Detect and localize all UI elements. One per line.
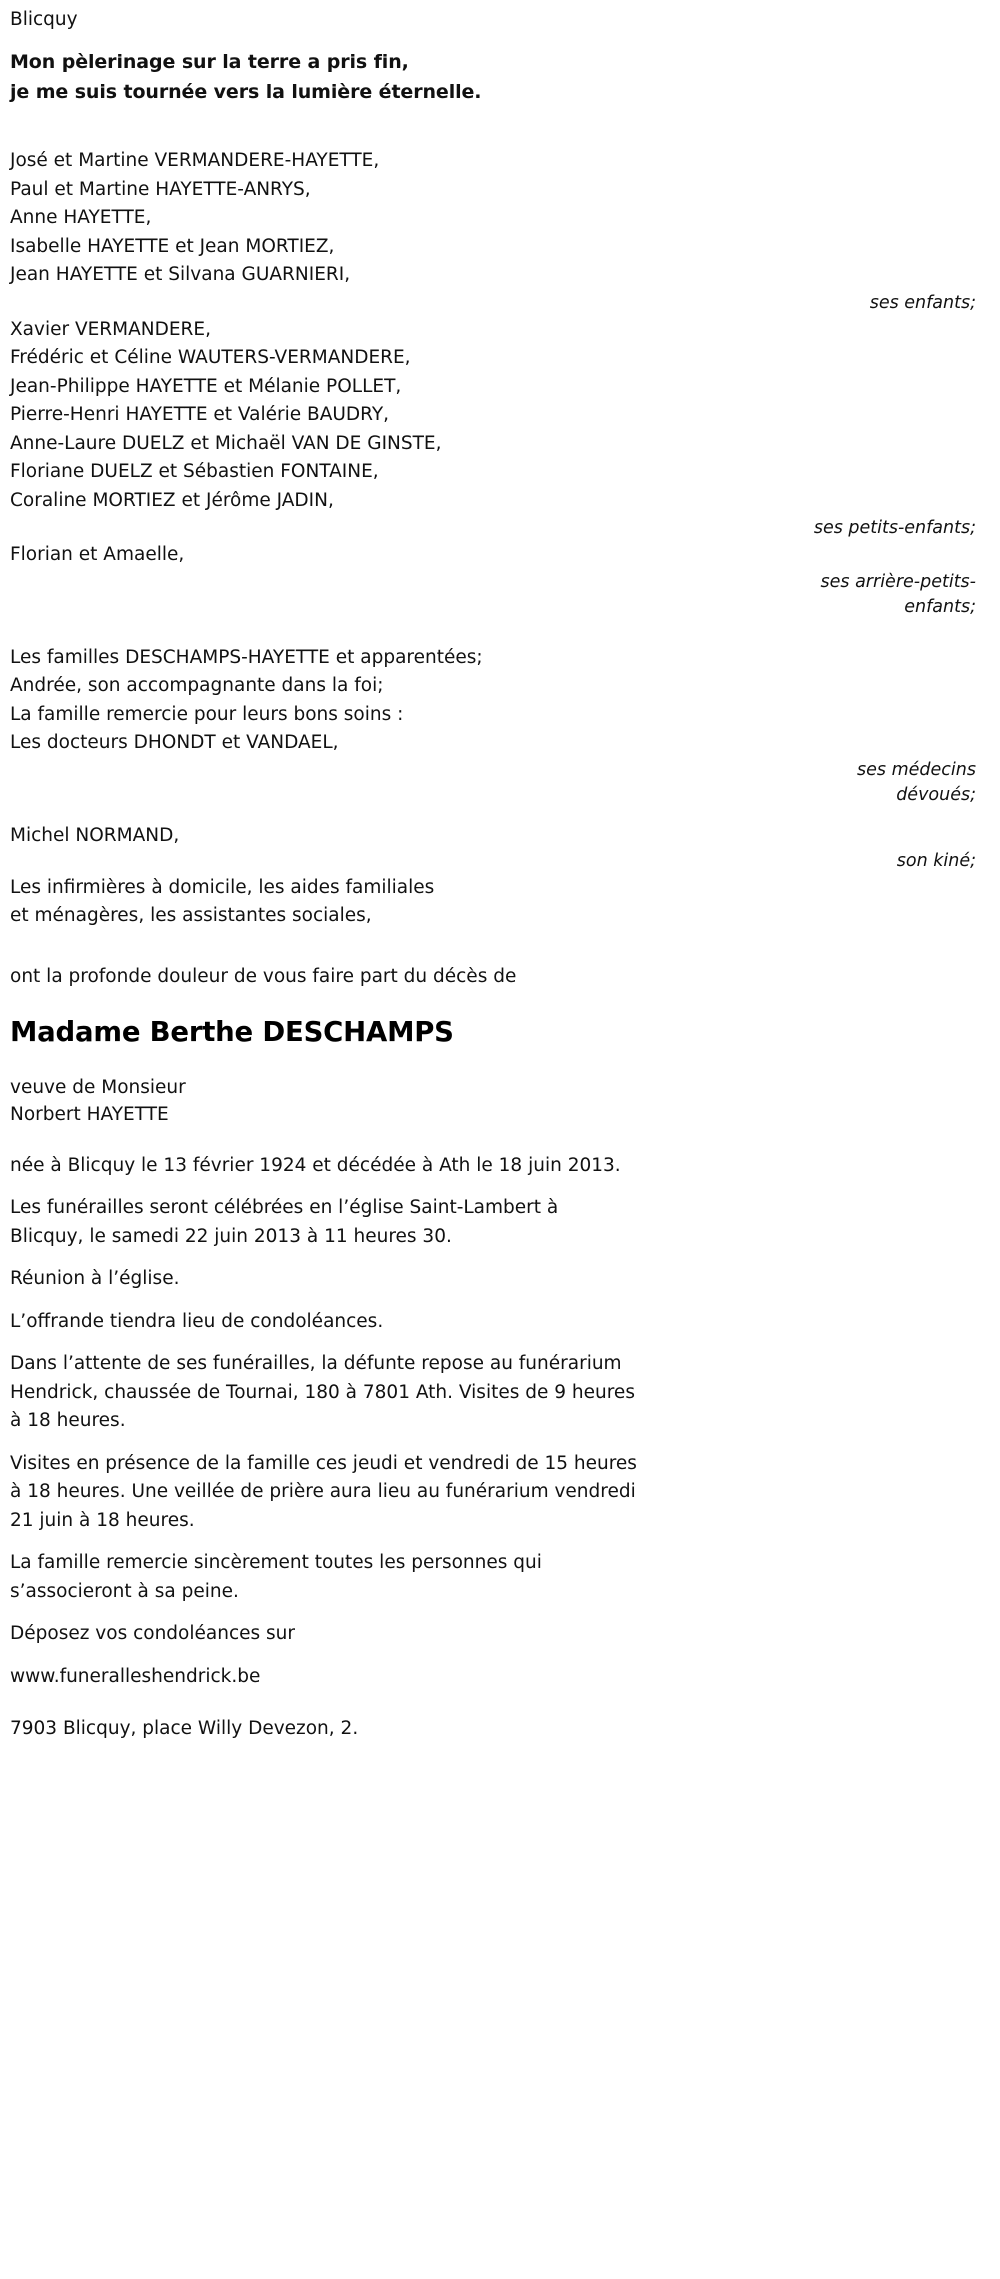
- funerarium-details: Dans l’attente de ses funérailles, la défunte repose au funérarium Hendrick, chaussée de Tournai, 180 à 7801 Ath. Visites de 9 heures à 18 heures.: [10, 1353, 635, 1431]
- funeral-details: Les funérailles seront célébrées en l’église Saint-Lambert à Blicquy, le samedi 22 juin 2013 à 11 heures 30.: [10, 1197, 559, 1247]
- spacer: [10, 1649, 990, 1663]
- spacer: [10, 1436, 990, 1450]
- reunion-note: Réunion à l’église.: [10, 1268, 180, 1289]
- spacer: [10, 1606, 990, 1620]
- thanks-note: La famille remercie sincèrement toutes les personnes qui s’associeront à sa peine.: [10, 1552, 542, 1602]
- child-name: Anne HAYETTE,: [10, 207, 152, 228]
- visiting-hours: Visites en présence de la famille ces jeudi et vendredi de 15 heures à 18 heures. Une veillée de prière aura lieu au funérarium vendredi 21 juin à 18 heures.: [10, 1452, 637, 1531]
- widow-line: veuve de Monsieur: [10, 1076, 186, 1098]
- spacer: [10, 107, 990, 147]
- grandchild-name: Xavier VERMANDERE,: [10, 318, 211, 340]
- grandchild-name: Pierre-Henri HAYETTE et Valérie BAUDRY,: [10, 404, 390, 425]
- relatives-list: [10, 644, 990, 758]
- child-name: Paul et Martine HAYETTE-ANRYS,: [10, 178, 311, 200]
- spacer: [10, 931, 990, 963]
- epitaph-line-2: je me suis tournée vers la lumière éternelle.: [10, 81, 482, 103]
- spacer: [10, 1050, 990, 1074]
- announcement-line: ont la profonde douleur de vous faire part du décès de: [10, 965, 517, 987]
- epitaph-line-1: Mon pèlerinage sur la terre a pris fin,: [10, 51, 409, 73]
- grandchildren-role-label: ses petits-enfants;: [813, 518, 976, 538]
- grandchild-name: Floriane DUELZ et Sébastien FONTAINE,: [10, 461, 379, 482]
- great-grandchildren-role-label-line2: enfants;: [904, 596, 976, 617]
- address-line: 7903 Blicquy, place Willy Devezon, 2.: [10, 1718, 359, 1739]
- grandchildren-list: [10, 316, 990, 516]
- spacer: [10, 990, 990, 1014]
- spacer: [10, 1128, 990, 1152]
- carer-line: et ménagères, les assistantes sociales,: [10, 905, 372, 926]
- doctors-role-label-line2: dévoués;: [896, 784, 976, 805]
- great-grandchildren-role-label-line1: ses arrière-petits-: [820, 571, 976, 592]
- relative-line: Les familles DESCHAMPS-HAYETTE et apparentées;: [10, 646, 483, 668]
- spacer: [10, 620, 990, 644]
- offering-note: L’offrande tiendra lieu de condoléances.: [10, 1310, 384, 1332]
- deceased-name: Madame Berthe DESCHAMPS: [10, 1015, 454, 1048]
- carer-line: Les infirmières à domicile, les aides familiales: [10, 876, 435, 898]
- children-list: [10, 147, 990, 290]
- relative-line: La famille remercie pour leurs bons soins :: [10, 703, 404, 725]
- spacer: [10, 1691, 990, 1715]
- late-husband-name: Norbert HAYETTE: [10, 1103, 169, 1125]
- spacer: [10, 1535, 990, 1549]
- locality-top: Blicquy: [10, 9, 78, 30]
- birth-death-dates: née à Blicquy le 13 février 1924 et décédée à Ath le 18 juin 2013.: [10, 1154, 621, 1176]
- child-name: José et Martine VERMANDERE-HAYETTE,: [10, 150, 380, 171]
- spacer: [10, 808, 990, 822]
- grandchild-name: Frédéric et Céline WAUTERS-VERMANDERE,: [10, 347, 411, 368]
- grandchild-name: Coraline MORTIEZ et Jérôme JADIN,: [10, 489, 334, 511]
- spacer: [10, 1251, 990, 1265]
- carers-list: [10, 874, 990, 931]
- grandchild-name: Jean-Philippe HAYETTE et Mélanie POLLET,: [10, 375, 402, 397]
- child-name: Jean HAYETTE et Silvana GUARNIERI,: [10, 264, 351, 285]
- great-grandchild-name: Florian et Amaelle,: [10, 544, 185, 565]
- child-name: Isabelle HAYETTE et Jean MORTIEZ,: [10, 235, 335, 257]
- doctors-role-label-line1: ses médecins: [857, 759, 976, 780]
- spacer: [10, 1180, 990, 1194]
- physiotherapist-role-label: son kiné;: [896, 850, 976, 871]
- website-link[interactable]: www.funeralleshendrick.be: [10, 1665, 261, 1687]
- children-role-label: ses enfants;: [869, 292, 976, 313]
- spacer: [10, 1336, 990, 1350]
- relative-line: Andrée, son accompagnante dans la foi;: [10, 675, 384, 696]
- spacer: [10, 1294, 990, 1308]
- spacer: [10, 33, 990, 47]
- condolences-prompt: Déposez vos condoléances sur: [10, 1623, 295, 1644]
- grandchild-name: Anne-Laure DUELZ et Michaël VAN DE GINSTE,: [10, 432, 442, 454]
- great-grandchildren-list: [10, 541, 990, 570]
- relative-line: Les docteurs DHONDT et VANDAEL,: [10, 732, 339, 753]
- physiotherapist-name: Michel NORMAND,: [10, 824, 180, 846]
